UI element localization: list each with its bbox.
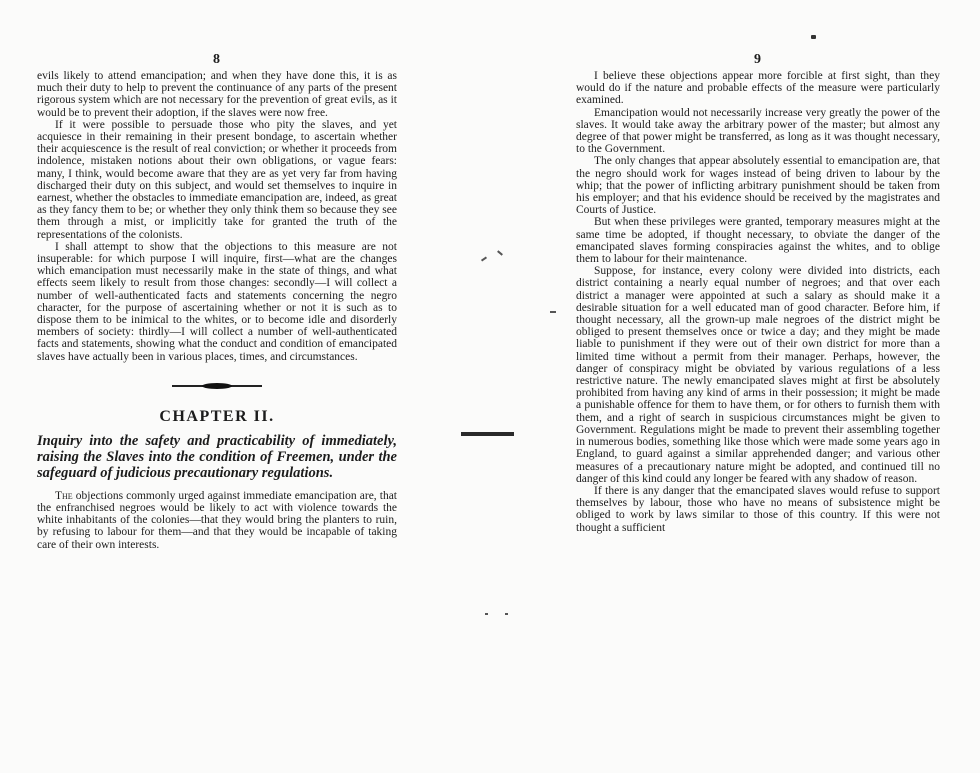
scan-speck bbox=[811, 35, 816, 39]
right-page bbox=[576, 52, 940, 534]
gutter-mark bbox=[461, 432, 514, 436]
paragraph: Emancipation would not necessarily increase very greatly the power of the slaves. It would take away the arbitrary power of the master; but almost any degree of that power might be transferred, as long as it was thought necessary, to the Government. bbox=[576, 106, 940, 156]
left-page-body bbox=[37, 70, 397, 363]
gutter-tick bbox=[485, 613, 488, 615]
gutter-tick bbox=[505, 613, 508, 615]
page-number: 8 bbox=[213, 52, 221, 67]
paragraph: evils likely to attend emancipation; and when they have done this, it is as much their duty to help to prevent the continuance of any parts of the present rigorous system which are not necessary for the prevention of great evils, as it would be to prevent their adoption, if the slaves were now free. bbox=[37, 70, 397, 119]
chapter-paragraph-text: objections commonly urged against immediate emancipation are, that the enfranchised negroes would be likely to act with violence towards the white inhabitants of the colonies—that they would bring the planters to ruin, by refusing to labour for them—and that they would be incapable of taking care of their own interests. bbox=[37, 489, 397, 551]
paragraph: I believe these objections appear more forcible at first sight, than they would do if the nature and probable effects of the measure were particularly examined. bbox=[576, 70, 940, 107]
paragraph: If there is any danger that the emancipated slaves would refuse to support themselves by labour, those who have no means of subsistence might be obliged to work by laws similar to those of this country. If this were not thought a sufficient bbox=[576, 484, 940, 534]
paragraph: Suppose, for instance, every colony were divided into districts, each district containing a nearly equal number of negroes; and that over each district a manager were appointed at such a salary as should make it a desirable situation for a well educated man of good character. Before him, if thought necessary, all the grown-up male negroes of the district might be obliged to present themselves once or twice a day; and they might be made liable to punishment if they were out of their own district for more than a limited time without a permit from their manager. Perhaps, however, the danger of conspiracy might be obviated by various regulations of a less restrictive nature. The newly emancipated slaves might at first be absolutely prohibited from having any kind of arms in their possession; it might be made a punishable offence for them to have them, or for others to furnish them with them, and a right of search in suspicious circumstances might be given to Government. Regulations might be made to prevent their assembling together in numerous bodies, something like those which were made some years ago in England, to guard against a similar apprehended danger; and various other measures of a precautionary nature might be adopted, and continued till no danger of this kind could any longer be feared with any shadow of reason. bbox=[576, 265, 940, 485]
gutter-tick bbox=[481, 256, 487, 261]
chapter-paragraph-lead: The bbox=[55, 489, 73, 502]
gutter-tick bbox=[550, 311, 556, 313]
chapter-paragraph bbox=[37, 490, 397, 551]
gutter-tick bbox=[497, 250, 503, 255]
paragraph: But when these privileges were granted, temporary measures might at the same time be adopted, if thought necessary, to obviate the danger of the emancipated slaves forming conspiracies against the whites, and to oblige them to labour for their maintenance. bbox=[576, 216, 940, 266]
paragraph: The only changes that appear absolutely essential to emancipation are, that the negro should work for wages instead of being driven to labour by the whip; that the power of inflicting arbitrary punishment should be taken from his employer; and that his evidence should be received by the magistrates and Courts of Justice. bbox=[576, 155, 940, 217]
chapter-subtitle: Inquiry into the safety and practicability of immediately, raising the Slaves into the condition of Freemen, under the safeguard of judicious precautionary regulations. bbox=[37, 432, 397, 481]
page-number: 9 bbox=[754, 52, 762, 67]
paragraph: If it were possible to persuade those who pity the slaves, and yet acquiesce in their remaining in their present bondage, to ascertain whether their acquiescence is the result of real conviction; or whether it proceeds from indolence, mistaken notions about their own obligations, or vague fears: many, I think, would become aware that they are as yet very far from having discharged their duty on this subject, and would set themselves to inquire in earnest, whether the obstacles to immediate emancipation are, indeed, as great as they fancy them to be; or whether they only think them so because they see them through a mist, or implicitly take for granted the truth of the representations of the colonists. bbox=[37, 118, 397, 241]
chapter-title: CHAPTER II. bbox=[159, 407, 275, 425]
paragraph: I shall attempt to show that the objections to this measure are not insuperable: for which purpose I will inquire, first—what are the changes which emancipation must necessarily make in the state of things, and what effects seem likely to result from those changes: secondly—I will collect a number of well-authenticated facts and statements concerning the negro character, for the purpose of ascertaining whether or not it is such as to dispose them to be inimical to the whites, or to become idle and disorderly members of society: thirdly—I will collect a number of well-authenticated facts and statements, showing what the conduct and condition of emancipated slaves have actually been in various places, times, and circumstances. bbox=[37, 240, 397, 363]
left-page bbox=[37, 52, 397, 551]
right-page-body bbox=[576, 70, 940, 534]
chapter-ornament bbox=[172, 383, 262, 389]
